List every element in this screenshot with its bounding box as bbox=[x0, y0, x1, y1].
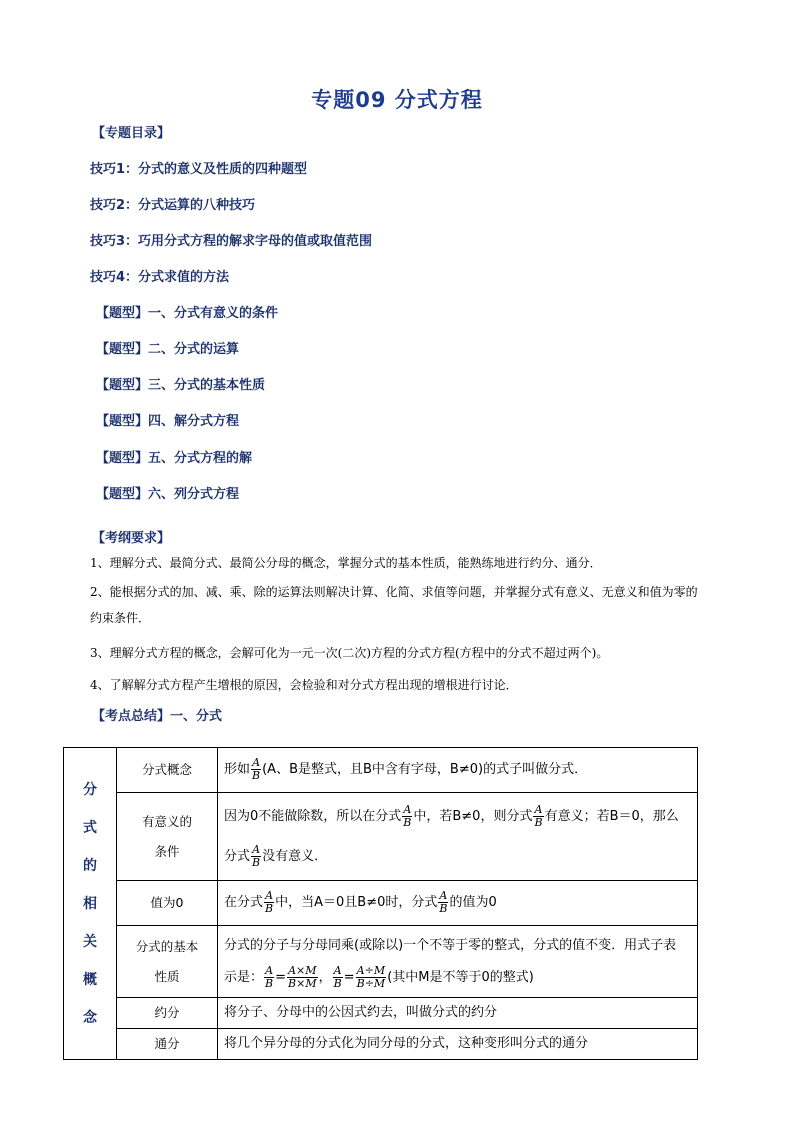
numerator: A bbox=[403, 802, 412, 816]
side-char: 关 bbox=[83, 933, 97, 950]
equals: = bbox=[275, 969, 287, 985]
row-desc-common: 将几个异分母的分式化为同分母的分式，这种变形叫分式的通分 bbox=[218, 1029, 698, 1060]
requirements-heading: 【考纲要求】 bbox=[92, 531, 171, 546]
fraction bbox=[333, 965, 343, 990]
text: 中，若B≠0，则分式 bbox=[413, 808, 533, 824]
label-line: 条件 bbox=[154, 843, 180, 859]
denominator: B×M bbox=[288, 976, 317, 990]
numerator: A bbox=[265, 889, 274, 902]
denominator: B bbox=[534, 815, 543, 829]
label-line: 性质 bbox=[154, 968, 180, 984]
denominator: B÷M bbox=[356, 976, 386, 990]
requirement-1: 1、理解分式、最简分式、最简公分母的概念，掌握分式的基本性质，能熟练地进行约分、通分． bbox=[90, 556, 602, 570]
fraction bbox=[264, 965, 274, 990]
fraction bbox=[287, 965, 318, 990]
side-char: 念 bbox=[83, 1009, 97, 1026]
row-desc-concept bbox=[218, 748, 698, 793]
text: (其中M是不等于0的整式) bbox=[387, 969, 534, 985]
row-label-reduce: 约分 bbox=[117, 998, 218, 1029]
row-desc-zero bbox=[218, 881, 698, 926]
toc-tip-1: 技巧1：分式的意义及性质的四种题型 bbox=[90, 162, 308, 177]
text: 中，当A＝0且B≠0时，分式 bbox=[275, 895, 438, 910]
numerator: A bbox=[333, 963, 342, 977]
row-desc-reduce: 将分子、分母中的公因式约去，叫做分式的约分 bbox=[218, 998, 698, 1029]
text: 在分式 bbox=[224, 895, 264, 910]
toc-tip-3: 技巧3：巧用分式方程的解求字母的值或取值范围 bbox=[90, 234, 373, 249]
toc-type-3: 【题型】三、分式的基本性质 bbox=[96, 378, 266, 393]
row-label-common: 通分 bbox=[117, 1029, 218, 1060]
denominator: B bbox=[265, 902, 274, 915]
side-char: 式 bbox=[83, 819, 97, 836]
text: 形如 bbox=[224, 762, 251, 777]
requirement-3: 3、理解分式方程的概念，会解可化为一元一次(二次)方程的分式方程(方程中的分式不超过两个)。 bbox=[90, 646, 609, 660]
text: 因为0不能做除数，所以在分式 bbox=[224, 808, 402, 824]
fraction bbox=[251, 757, 261, 782]
page-title: 专题09 分式方程 bbox=[311, 88, 483, 112]
row-label-zero: 值为0 bbox=[117, 881, 218, 926]
requirement-2: 2、能根据分式的加、减、乘、除的运算法则解决计算、化简、求值等问题，并掌握分式有意义、无意义和值为零的约束条件． bbox=[90, 585, 698, 625]
numerator: A bbox=[439, 889, 448, 902]
side-char: 的 bbox=[83, 857, 97, 874]
toc-type-1: 【题型】一、分式有意义的条件 bbox=[96, 306, 279, 321]
text: ， bbox=[318, 969, 332, 985]
fraction bbox=[356, 965, 387, 990]
denominator: B bbox=[252, 769, 261, 782]
row-desc-property bbox=[218, 926, 698, 998]
text: 的值为0 bbox=[449, 895, 497, 910]
denominator: B bbox=[265, 976, 274, 990]
label-line: 分式的基本 bbox=[135, 938, 199, 954]
text: 分式的分子与分母同乘(或除以)一个不等于零的整式，分式的值不变．用式子表 bbox=[224, 937, 677, 953]
denominator: B bbox=[333, 976, 342, 990]
toc-type-4: 【题型】四、解分式方程 bbox=[96, 414, 240, 429]
denominator: B bbox=[439, 902, 448, 915]
numerator: A×M bbox=[288, 963, 317, 977]
side-char: 相 bbox=[83, 895, 97, 912]
row-label-meaningful bbox=[117, 793, 218, 881]
row-desc-meaningful bbox=[218, 793, 698, 881]
fraction bbox=[402, 804, 412, 829]
toc-type-2: 【题型】二、分式的运算 bbox=[96, 342, 240, 357]
summary-heading: 【考点总结】一、分式 bbox=[92, 709, 223, 724]
fraction bbox=[533, 804, 543, 829]
numerator: A bbox=[534, 802, 543, 816]
text: 分式 bbox=[224, 848, 251, 864]
numerator: A bbox=[265, 963, 274, 977]
side-char: 分 bbox=[83, 781, 97, 798]
text: (A、B是整式，且B中含有字母，B≠0)的式子叫做分式． bbox=[262, 762, 588, 777]
toc-heading: 【专题目录】 bbox=[92, 126, 171, 141]
fraction bbox=[438, 890, 448, 915]
concept-table bbox=[63, 747, 698, 1060]
equals: = bbox=[343, 969, 355, 985]
row-label-property bbox=[117, 926, 218, 998]
text: 有意义；若B＝0，那么 bbox=[544, 808, 679, 824]
toc-type-6: 【题型】六、列分式方程 bbox=[96, 487, 240, 502]
toc-tip-2: 技巧2：分式运算的八种技巧 bbox=[90, 198, 256, 213]
text: 没有意义． bbox=[262, 848, 328, 864]
toc-tip-4: 技巧4：分式求值的方法 bbox=[90, 270, 230, 285]
side-char: 概 bbox=[83, 971, 97, 988]
side-label bbox=[64, 748, 117, 1060]
text: 示是： bbox=[224, 969, 264, 985]
requirement-4: 4、了解解分式方程产生增根的原因，会检验和对分式方程出现的增根进行讨论． bbox=[90, 678, 518, 692]
fraction bbox=[264, 890, 274, 915]
row-label-concept: 分式概念 bbox=[117, 748, 218, 793]
fraction bbox=[251, 844, 261, 869]
numerator: A÷M bbox=[356, 963, 386, 977]
label-line: 有意义的 bbox=[141, 813, 192, 829]
toc-type-5: 【题型】五、分式方程的解 bbox=[96, 451, 253, 466]
denominator: B bbox=[252, 855, 261, 869]
denominator: B bbox=[403, 815, 412, 829]
numerator: A bbox=[252, 842, 261, 856]
numerator: A bbox=[252, 756, 261, 769]
